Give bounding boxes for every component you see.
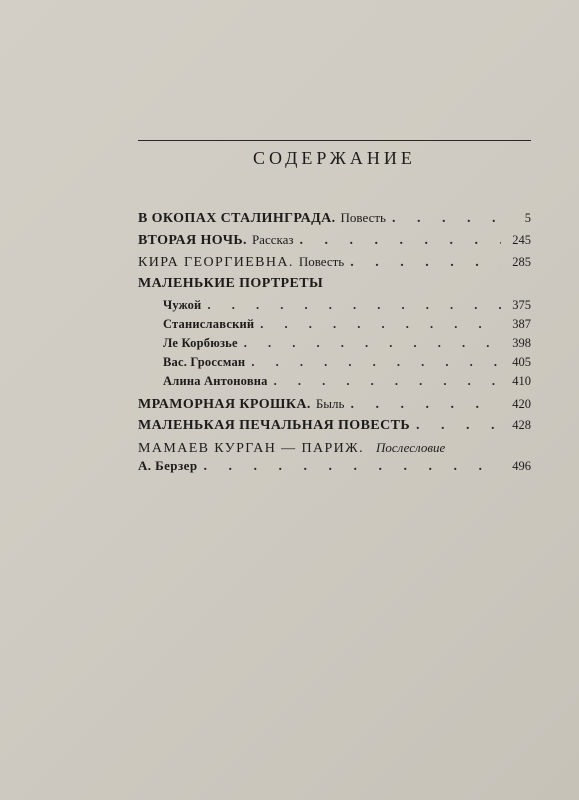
entry-title: Ле Корбюзье — [163, 336, 238, 350]
entry-page-number: 398 — [512, 336, 531, 350]
entry-page-number: 410 — [512, 374, 531, 388]
dot-leader — [392, 211, 501, 227]
dot-leader — [300, 233, 501, 249]
entry-page-number: 285 — [512, 255, 531, 269]
entry-page-number: 405 — [512, 355, 531, 369]
entry-page-number: 375 — [512, 298, 531, 312]
dot-leader — [260, 317, 501, 332]
entry-page-number: 5 — [524, 211, 531, 225]
entry-title: Чужой — [163, 298, 202, 312]
entry-title: МАЛЕНЬКИЕ ПОРТРЕТЫ — [138, 276, 324, 291]
entry-genre: Послесловие — [376, 440, 446, 455]
toc-entry — [138, 440, 531, 460]
dot-leader — [244, 336, 501, 351]
toc-entry — [138, 418, 531, 438]
top-rule — [138, 140, 531, 141]
entry-genre: Повесть — [298, 254, 345, 269]
entry-title: ВТОРАЯ НОЧЬ. — [138, 233, 247, 248]
dot-leader — [274, 374, 501, 389]
entry-title: МАЛЕНЬКАЯ ПЕЧАЛЬНАЯ ПОВЕСТЬ — [138, 418, 410, 433]
toc-subentry — [163, 355, 531, 375]
toc-entry — [138, 396, 531, 416]
entry-title: МРАМОРНАЯ КРОШКА. — [138, 397, 311, 412]
toc-subentry — [163, 336, 531, 356]
entry-page-number: 496 — [512, 459, 531, 473]
dot-leader — [203, 459, 501, 475]
dot-leader — [350, 397, 501, 413]
entry-title: В ОКОПАХ СТАЛИНГРАДА. — [138, 211, 336, 226]
entry-page-number: 245 — [512, 233, 531, 247]
toc-entry — [138, 458, 531, 478]
toc-subentry — [163, 374, 531, 394]
entry-page-number: 428 — [512, 418, 531, 432]
entry-genre: Повесть — [340, 210, 386, 225]
entry-title: КИРА ГЕОРГИЕВНА. — [138, 255, 294, 270]
entry-title: Алина Антоновна — [163, 374, 268, 388]
entry-page-number: 420 — [512, 397, 531, 411]
toc-subentry — [163, 317, 531, 337]
dot-leader — [350, 255, 501, 271]
dot-leader — [251, 355, 501, 370]
toc-entry — [138, 254, 531, 274]
toc-entry — [138, 276, 531, 296]
entry-author: А. Берзер — [138, 458, 198, 473]
entry-title: Вас. Гроссман — [163, 355, 246, 369]
dot-leader — [416, 418, 501, 434]
toc-subentry — [163, 298, 531, 318]
toc-entry — [138, 232, 531, 252]
page-heading: СОДЕРЖАНИЕ — [253, 148, 416, 168]
entry-genre: Быль — [315, 396, 345, 411]
entry-genre: Рассказ — [251, 232, 294, 247]
dot-leader — [207, 298, 501, 313]
entry-title: Станиславский — [163, 317, 255, 331]
toc-entry — [138, 210, 531, 230]
entry-page-number: 387 — [512, 317, 531, 331]
entry-title: МАМАЕВ КУРГАН — ПАРИЖ. — [138, 441, 365, 456]
